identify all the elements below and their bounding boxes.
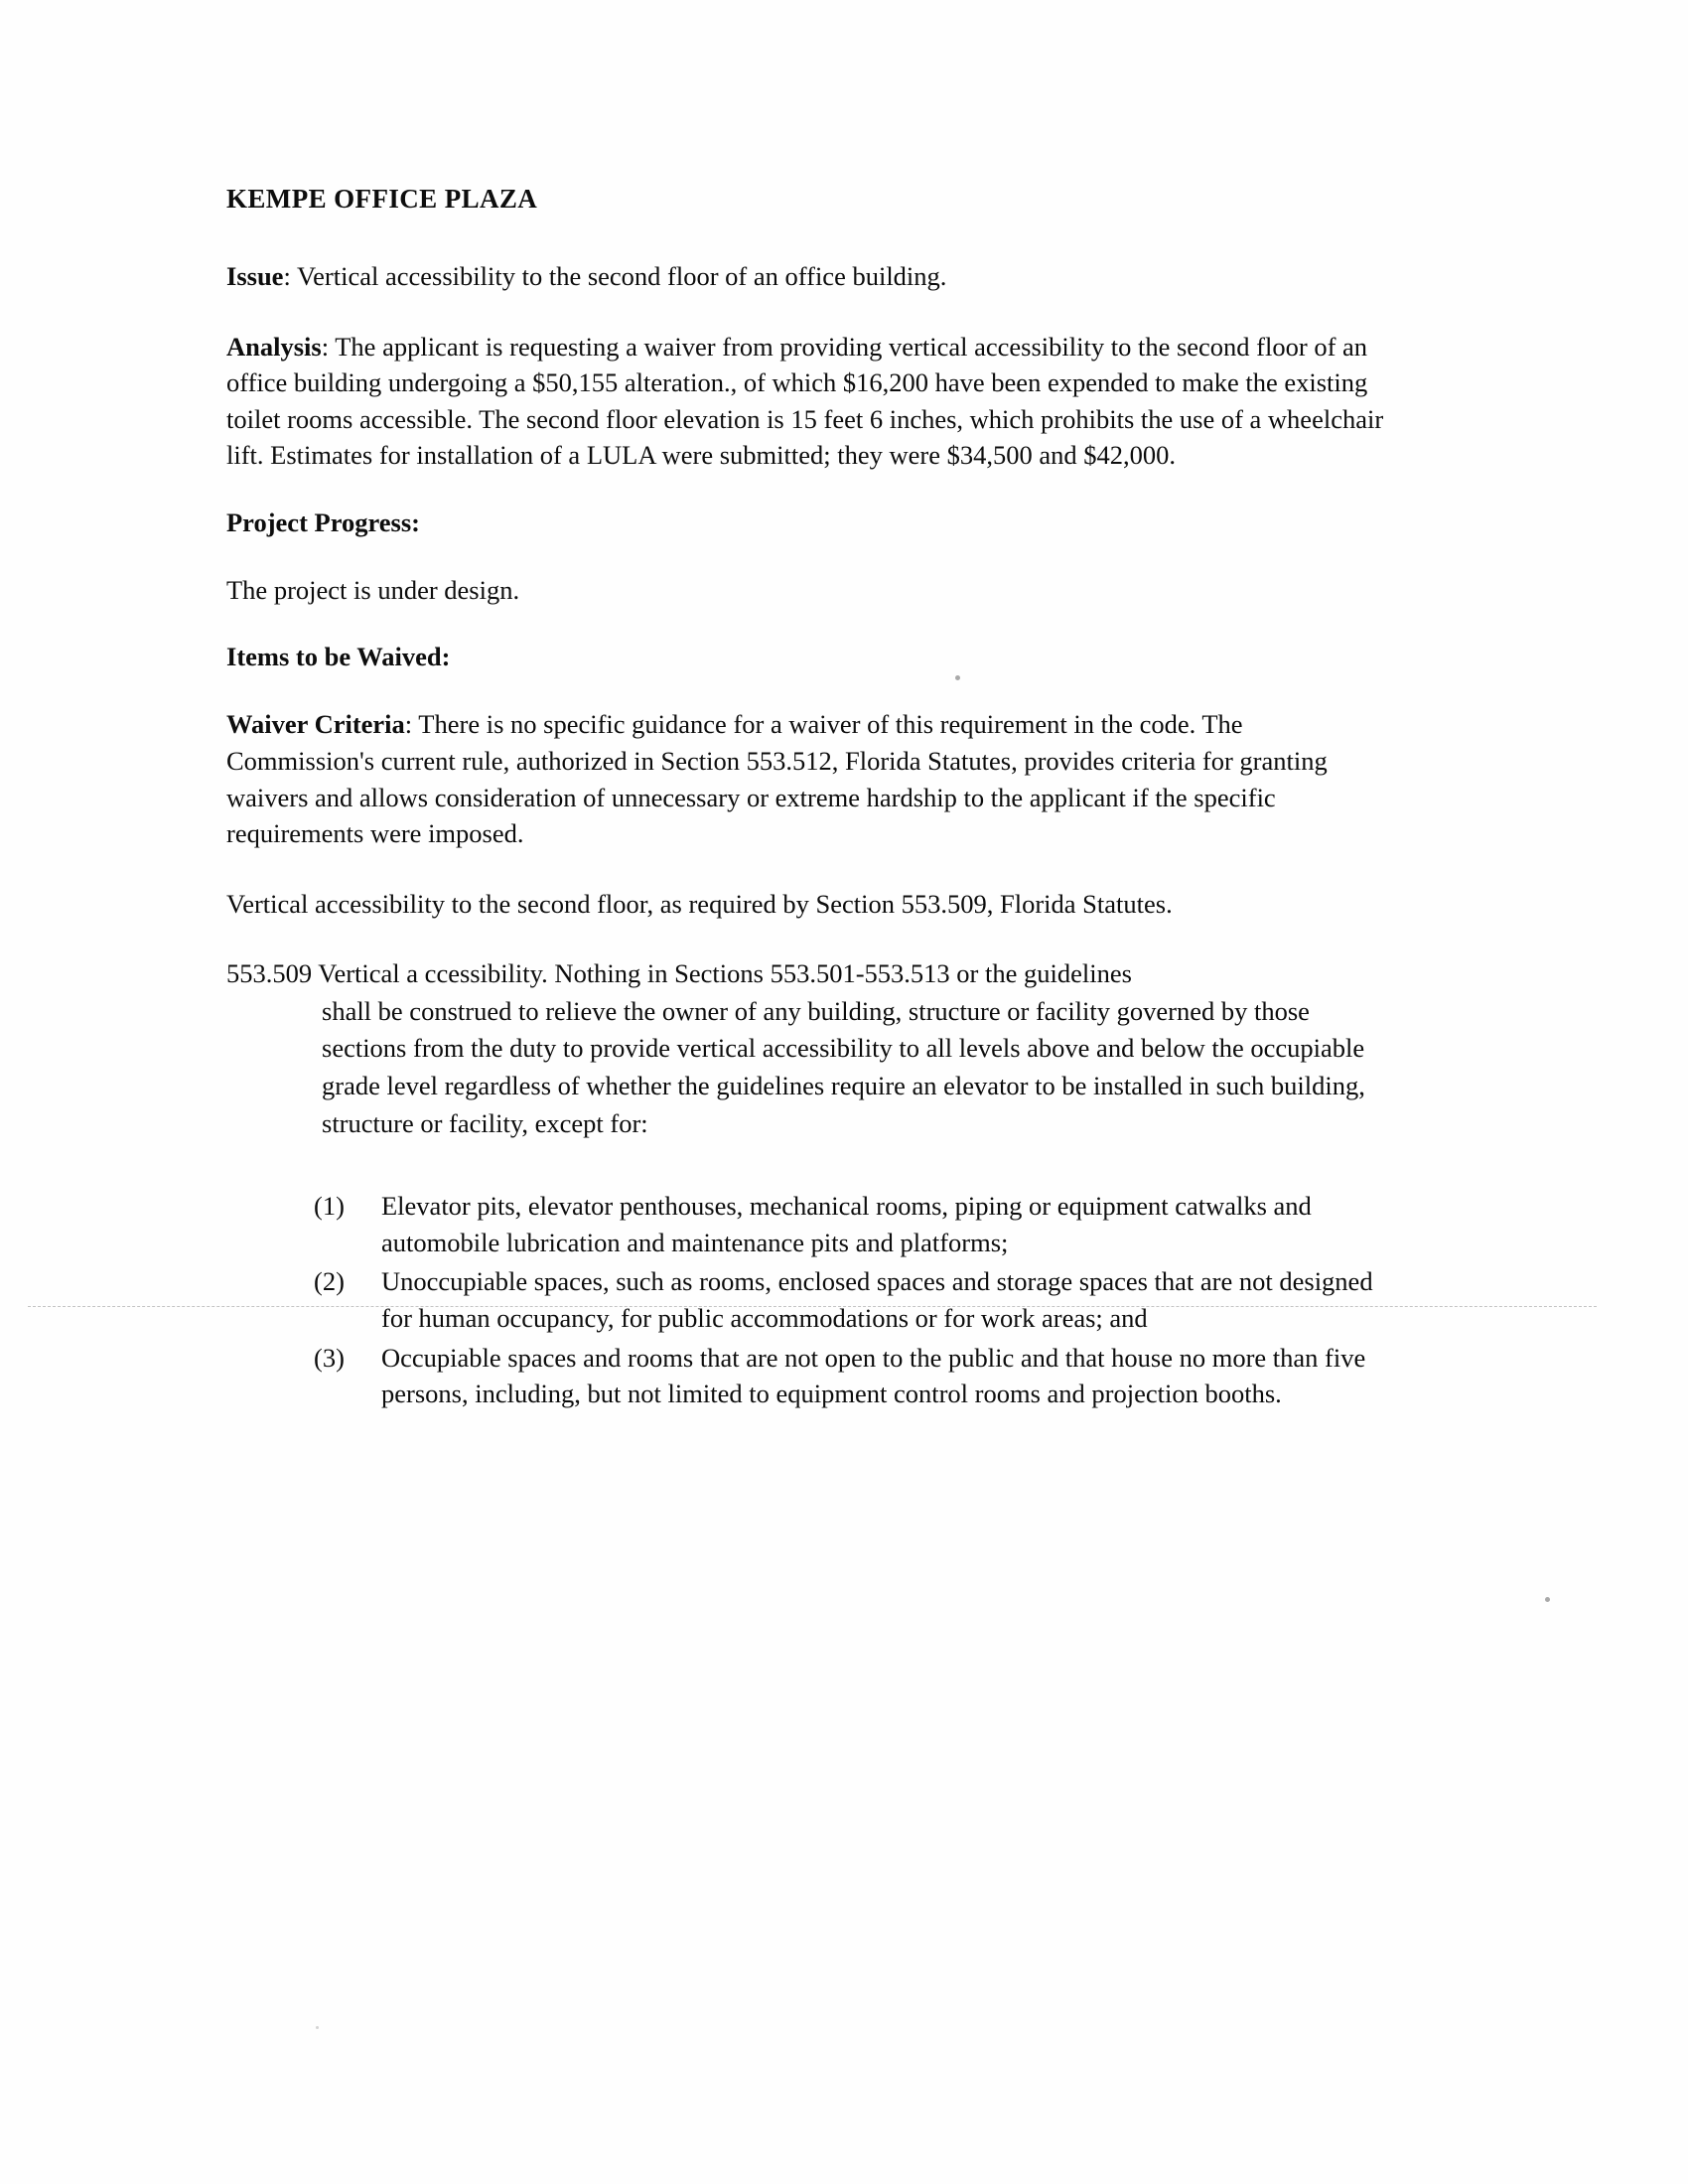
list-item-text: Unoccupiable spaces, such as rooms, enclosed spaces and storage spaces that are not designed for human occupancy, for public accommodations or for work areas; and bbox=[381, 1266, 1373, 1333]
scan-artifact-line bbox=[28, 1306, 1597, 1307]
analysis-text: : The applicant is requesting a waiver from providing vertical accessibility to the second floor of an office building undergoing a $50,155 alteration., of which $16,200 have been expended to make the existing toilet rooms accessible. The second floor elevation is 15 feet 6 inches, which prohibits the use of a wheelchair lift. Estimates for installation of a LULA were submitted; they were $34,500 and $42,000. bbox=[226, 331, 1384, 471]
waiver-criteria-label: Waiver Criteria bbox=[226, 709, 405, 740]
statute-first-line: 553.509 Vertical a ccessibility. Nothing in Sections 553.501-553.513 or the guidelines bbox=[226, 958, 1132, 989]
page-title: KEMPE OFFICE PLAZA bbox=[226, 184, 538, 214]
list-item-number: (1) bbox=[314, 1191, 345, 1222]
list-item bbox=[314, 1263, 1393, 1336]
list-item-number: (3) bbox=[314, 1342, 345, 1373]
list-item-number: (2) bbox=[314, 1266, 345, 1297]
analysis-label: Analysis bbox=[226, 331, 322, 362]
project-progress-text: The project is under design. bbox=[226, 574, 520, 605]
items-to-be-waived-heading: Items to be Waived: bbox=[226, 642, 451, 672]
scan-speck bbox=[316, 2026, 319, 2029]
scan-speck bbox=[955, 675, 960, 680]
list-item-text: Occupiable spaces and rooms that are not open to the public and that house no more than five persons, including, but not limited to equipment control rooms and projection booths. bbox=[381, 1342, 1366, 1409]
waiver-criteria-paragraph bbox=[226, 706, 1393, 851]
exceptions-list bbox=[226, 1188, 1393, 1411]
project-progress-heading: Project Progress: bbox=[226, 507, 420, 537]
vertical-accessibility-paragraph: Vertical accessibility to the second floor, as required by Section 553.509, Florida Statutes. bbox=[226, 888, 1173, 919]
list-item bbox=[314, 1340, 1393, 1412]
document-body bbox=[226, 184, 1393, 1415]
list-item bbox=[314, 1188, 1393, 1260]
issue-paragraph bbox=[226, 258, 1393, 295]
scan-speck bbox=[1545, 1597, 1550, 1602]
statute-body: shall be construed to relieve the owner of any building, structure or facility governed by those sections from the duty to provide vertical accessibility to all levels above and below the occupiable grade level regardless of whether the guidelines require an elevator to be installed in such building, structure or facility, except for: bbox=[322, 995, 1365, 1138]
list-item-text: Elevator pits, elevator penthouses, mechanical rooms, piping or equipment catwalks and automobile lubrication and maintenance pits and platforms; bbox=[381, 1191, 1312, 1257]
waiver-criteria-text: : There is no specific guidance for a waiver of this requirement in the code. The Commission's current rule, authorized in Section 553.512, Florida Statutes, provides criteria for granting waivers and allows consideration of unnecessary or extreme hardship to the applicant if the specific requirements were imposed. bbox=[226, 709, 1328, 849]
issue-label: Issue bbox=[226, 261, 284, 291]
statute-quote bbox=[226, 955, 1393, 1142]
analysis-paragraph bbox=[226, 329, 1393, 474]
issue-text: : Vertical accessibility to the second floor of an office building. bbox=[283, 261, 947, 291]
